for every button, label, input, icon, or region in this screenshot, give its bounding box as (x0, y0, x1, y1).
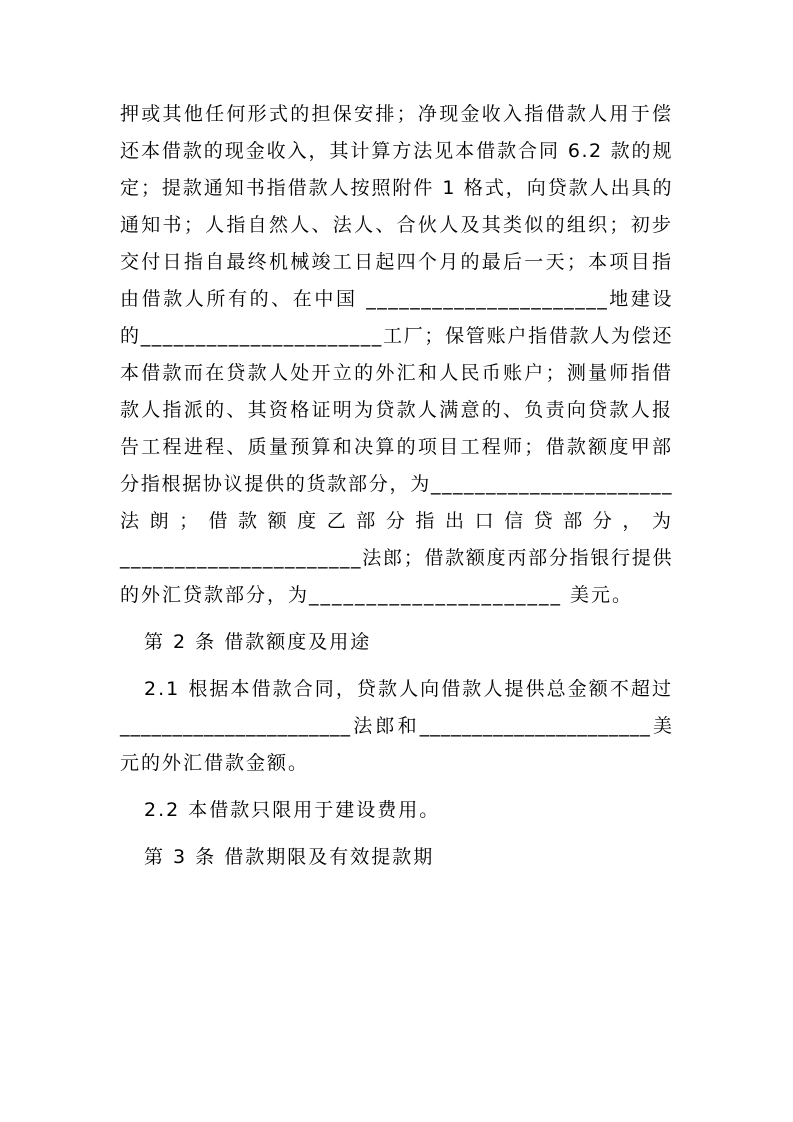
text-line: 的______________________工厂；保管账户指借款人为偿还 (120, 325, 673, 347)
text-line: 告工程进程、质量预算和决算的项目工程师；借款额度甲部 (120, 436, 673, 458)
text-line: 元的外汇借款金额。 (120, 752, 310, 774)
text-line: 由借款人所有的、在中国 ______________________地建设 (120, 288, 673, 310)
document-page (120, 96, 673, 876)
definitions-paragraph (120, 96, 673, 614)
clause-2-1 (120, 671, 673, 782)
clause-2-2: 2.2 本借款只限用于建设费用。 (144, 799, 441, 821)
text-line: 分指根据协议提供的货款部分，为______________________ (120, 473, 673, 495)
text-line: 2.1 根据本借款合同，贷款人向借款人提供总金额不超过 (144, 678, 673, 700)
text-line: 押或其他任何形式的担保安排；净现金收入指借款人用于偿 (120, 103, 673, 125)
text-line: 交付日指自最终机械竣工日起四个月的最后一天；本项目指 (120, 251, 673, 273)
text-line: 法 朗 ； 借 款 额 度 乙 部 分 指 出 口 信 贷 部 分 ， 为 (120, 510, 673, 532)
article-2-heading: 第 2 条 借款额度及用途 (144, 631, 372, 653)
text-line: ______________________法郎和______________________美 (120, 715, 673, 737)
text-line: 通知书；人指自然人、法人、合伙人及其类似的组织；初步 (120, 214, 673, 236)
text-line: ______________________法郎；借款额度丙部分指银行提供 (120, 547, 673, 569)
text-line: 还本借款的现金收入，其计算方法见本借款合同 6.2 款的规 (120, 140, 673, 162)
text-line: 的外汇贷款部分，为______________________ 美元。 (120, 584, 634, 606)
text-line: 款人指派的、其资格证明为贷款人满意的、负责向贷款人报 (120, 399, 673, 421)
article-3-heading: 第 3 条 借款期限及有效提款期 (144, 846, 435, 868)
text-line: 定；提款通知书指借款人按照附件 1 格式，向贷款人出具的 (120, 177, 673, 199)
text-line: 本借款而在贷款人处开立的外汇和人民币账户；测量师指借 (120, 362, 673, 384)
